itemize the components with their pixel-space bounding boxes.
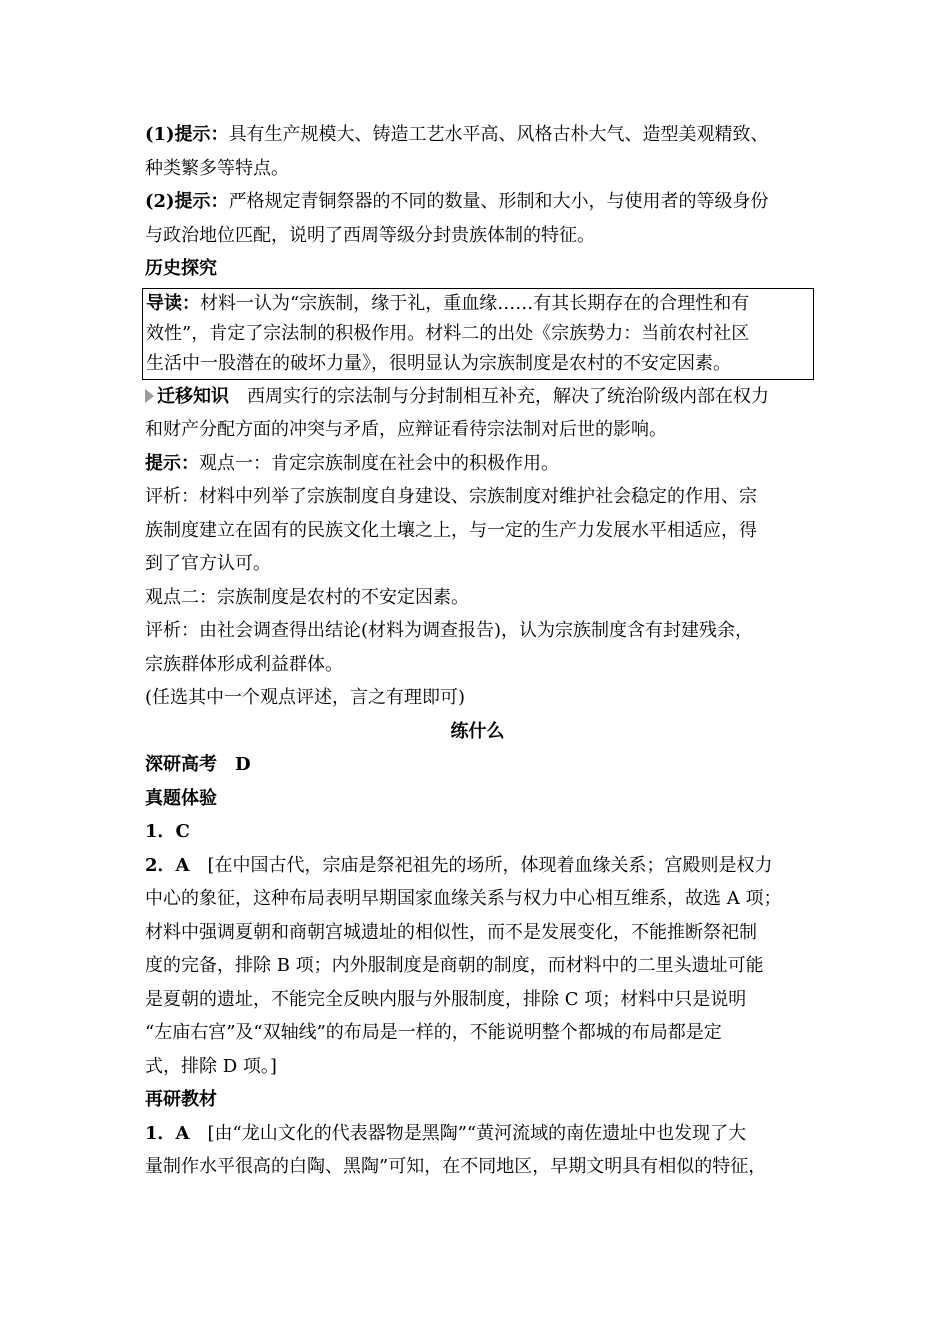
answer-note: (任选其中一个观点评述，言之有理即可): [145, 687, 466, 708]
textbook-q1-line-2: 量制作水平很高的白陶、黑陶”可知，在不同地区，早期文明具有相似的特征，: [145, 1156, 767, 1177]
eval-2-line-1: 评析：由社会调查得出结论(材料为调查报告)，认为宗族制度含有封建残余，: [145, 620, 754, 641]
guide-label: 导读：: [146, 292, 200, 314]
section-history-inquiry: 历史探究: [145, 258, 217, 279]
hint-2-text: 严格规定青铜祭器的不同的数量、形制和大小，与使用者的等级身份: [228, 191, 769, 212]
hint-1-text: 具有生产规模大、铸造工艺水平高、风格古朴大气、造型美观精致、: [228, 124, 769, 145]
real-exam-q2-line-2: 中心的象征，这种布局表明早期国家血缘关系与权力中心相互维系，故选 A 项；: [145, 888, 782, 909]
real-exam-q2-line-5: 是夏朝的遗址，不能完全反映内服与外服制度，排除 C 项；材料中只是说明: [145, 988, 747, 1010]
real-exam-q2-number: 2．A: [145, 854, 190, 876]
eval-2-line-2: 宗族群体形成利益群体。: [145, 653, 343, 675]
deep-research-answer: D: [235, 754, 251, 775]
deep-research-label: 深研高考: [145, 754, 217, 775]
eval-1-line-2: 族制度建立在固有的民族文化土壤之上，与一定的生产力发展水平相适应，得: [145, 519, 757, 541]
eval-1-line-1: 评析：材料中列举了宗族制度自身建设、宗族制度对维护社会稳定的作用、宗: [145, 486, 757, 507]
document-page: [145, 118, 810, 1184]
guide-line-2: 效性”，肯定了宗法制的积极作用。材料二的出处《宗族势力：当前农村社区: [146, 322, 750, 344]
answer-view-1: [145, 447, 810, 481]
guide-box: [142, 288, 814, 380]
practice-title: 练什么: [450, 720, 505, 742]
real-exam-q2-line-6: “左庙右宫”及“双轴线”的布局是一样的，不能说明整个都城的布局都是定: [145, 1022, 722, 1043]
real-exam-q2-text-1: [在中国古代，宗庙是祭祀祖先的场所，体现着血缘关系；宫殿则是权力: [207, 854, 773, 876]
real-exam-q2-line-4: 度的完备，排除 B 项；内外服制度是商朝的制度，而材料中的二里头遗址可能: [145, 955, 764, 976]
answer-view-1-text: 观点一：肯定宗族制度在社会中的积极作用。: [199, 452, 559, 474]
transfer-text-1: 西周实行的宗法制与分封制相互补充，解决了统治阶级内部在权力: [247, 385, 769, 407]
transfer-label: 迁移知识: [157, 385, 229, 407]
real-exam-q1: 1．C: [145, 821, 190, 842]
guide-line-1: [146, 289, 809, 319]
answer-label: 提示：: [145, 452, 199, 474]
hint-2-line-2: 与政治地位匹配，说明了西周等级分封贵族体制的特征。: [145, 224, 595, 246]
real-exam-q2-line-1: [145, 849, 810, 883]
real-exam-title: 真题体验: [145, 787, 217, 809]
deep-research-line: [145, 748, 810, 782]
textbook-q1-number: 1．A: [145, 1122, 190, 1144]
hint-1-line-1: [145, 118, 810, 152]
triangle-marker-icon: [145, 389, 154, 403]
answer-view-2: 观点二：宗族制度是农村的不安定因素。: [145, 586, 469, 608]
textbook-title: 再研教材: [145, 1089, 217, 1110]
hint-2-label: (2)提示：: [145, 191, 229, 212]
transfer-line-2: 和财产分配方面的冲突与矛盾，应辩证看待宗法制对后世的影响。: [145, 419, 667, 440]
hint-1-label: (1)提示：: [145, 124, 229, 145]
hint-2-line-1: [145, 185, 810, 219]
real-exam-q2-line-3: 材料中强调夏朝和商朝宫城遗址的相似性，而不是发展变化，不能推断祭祀制: [145, 921, 757, 943]
transfer-line-1: [145, 380, 810, 414]
real-exam-q2-line-7: 式，排除 D 项。]: [145, 1055, 277, 1077]
textbook-q1-line-1: [145, 1117, 810, 1151]
hint-1-line-2: 种类繁多等特点。: [145, 157, 289, 179]
eval-1-line-3: 到了官方认可。: [145, 553, 271, 574]
guide-text-1: 材料一认为“宗族制，缘于礼，重血缘……有其长期存在的合理性和有: [200, 292, 750, 314]
guide-line-3: 生活中一股潜在的破坏力量》，很明显认为宗族制度是农村的不安定因素。: [146, 352, 731, 374]
textbook-q1-text-1: [由“龙山文化的代表器物是黑陶”“黄河流域的南佐遗址中也发现了大: [207, 1122, 747, 1144]
